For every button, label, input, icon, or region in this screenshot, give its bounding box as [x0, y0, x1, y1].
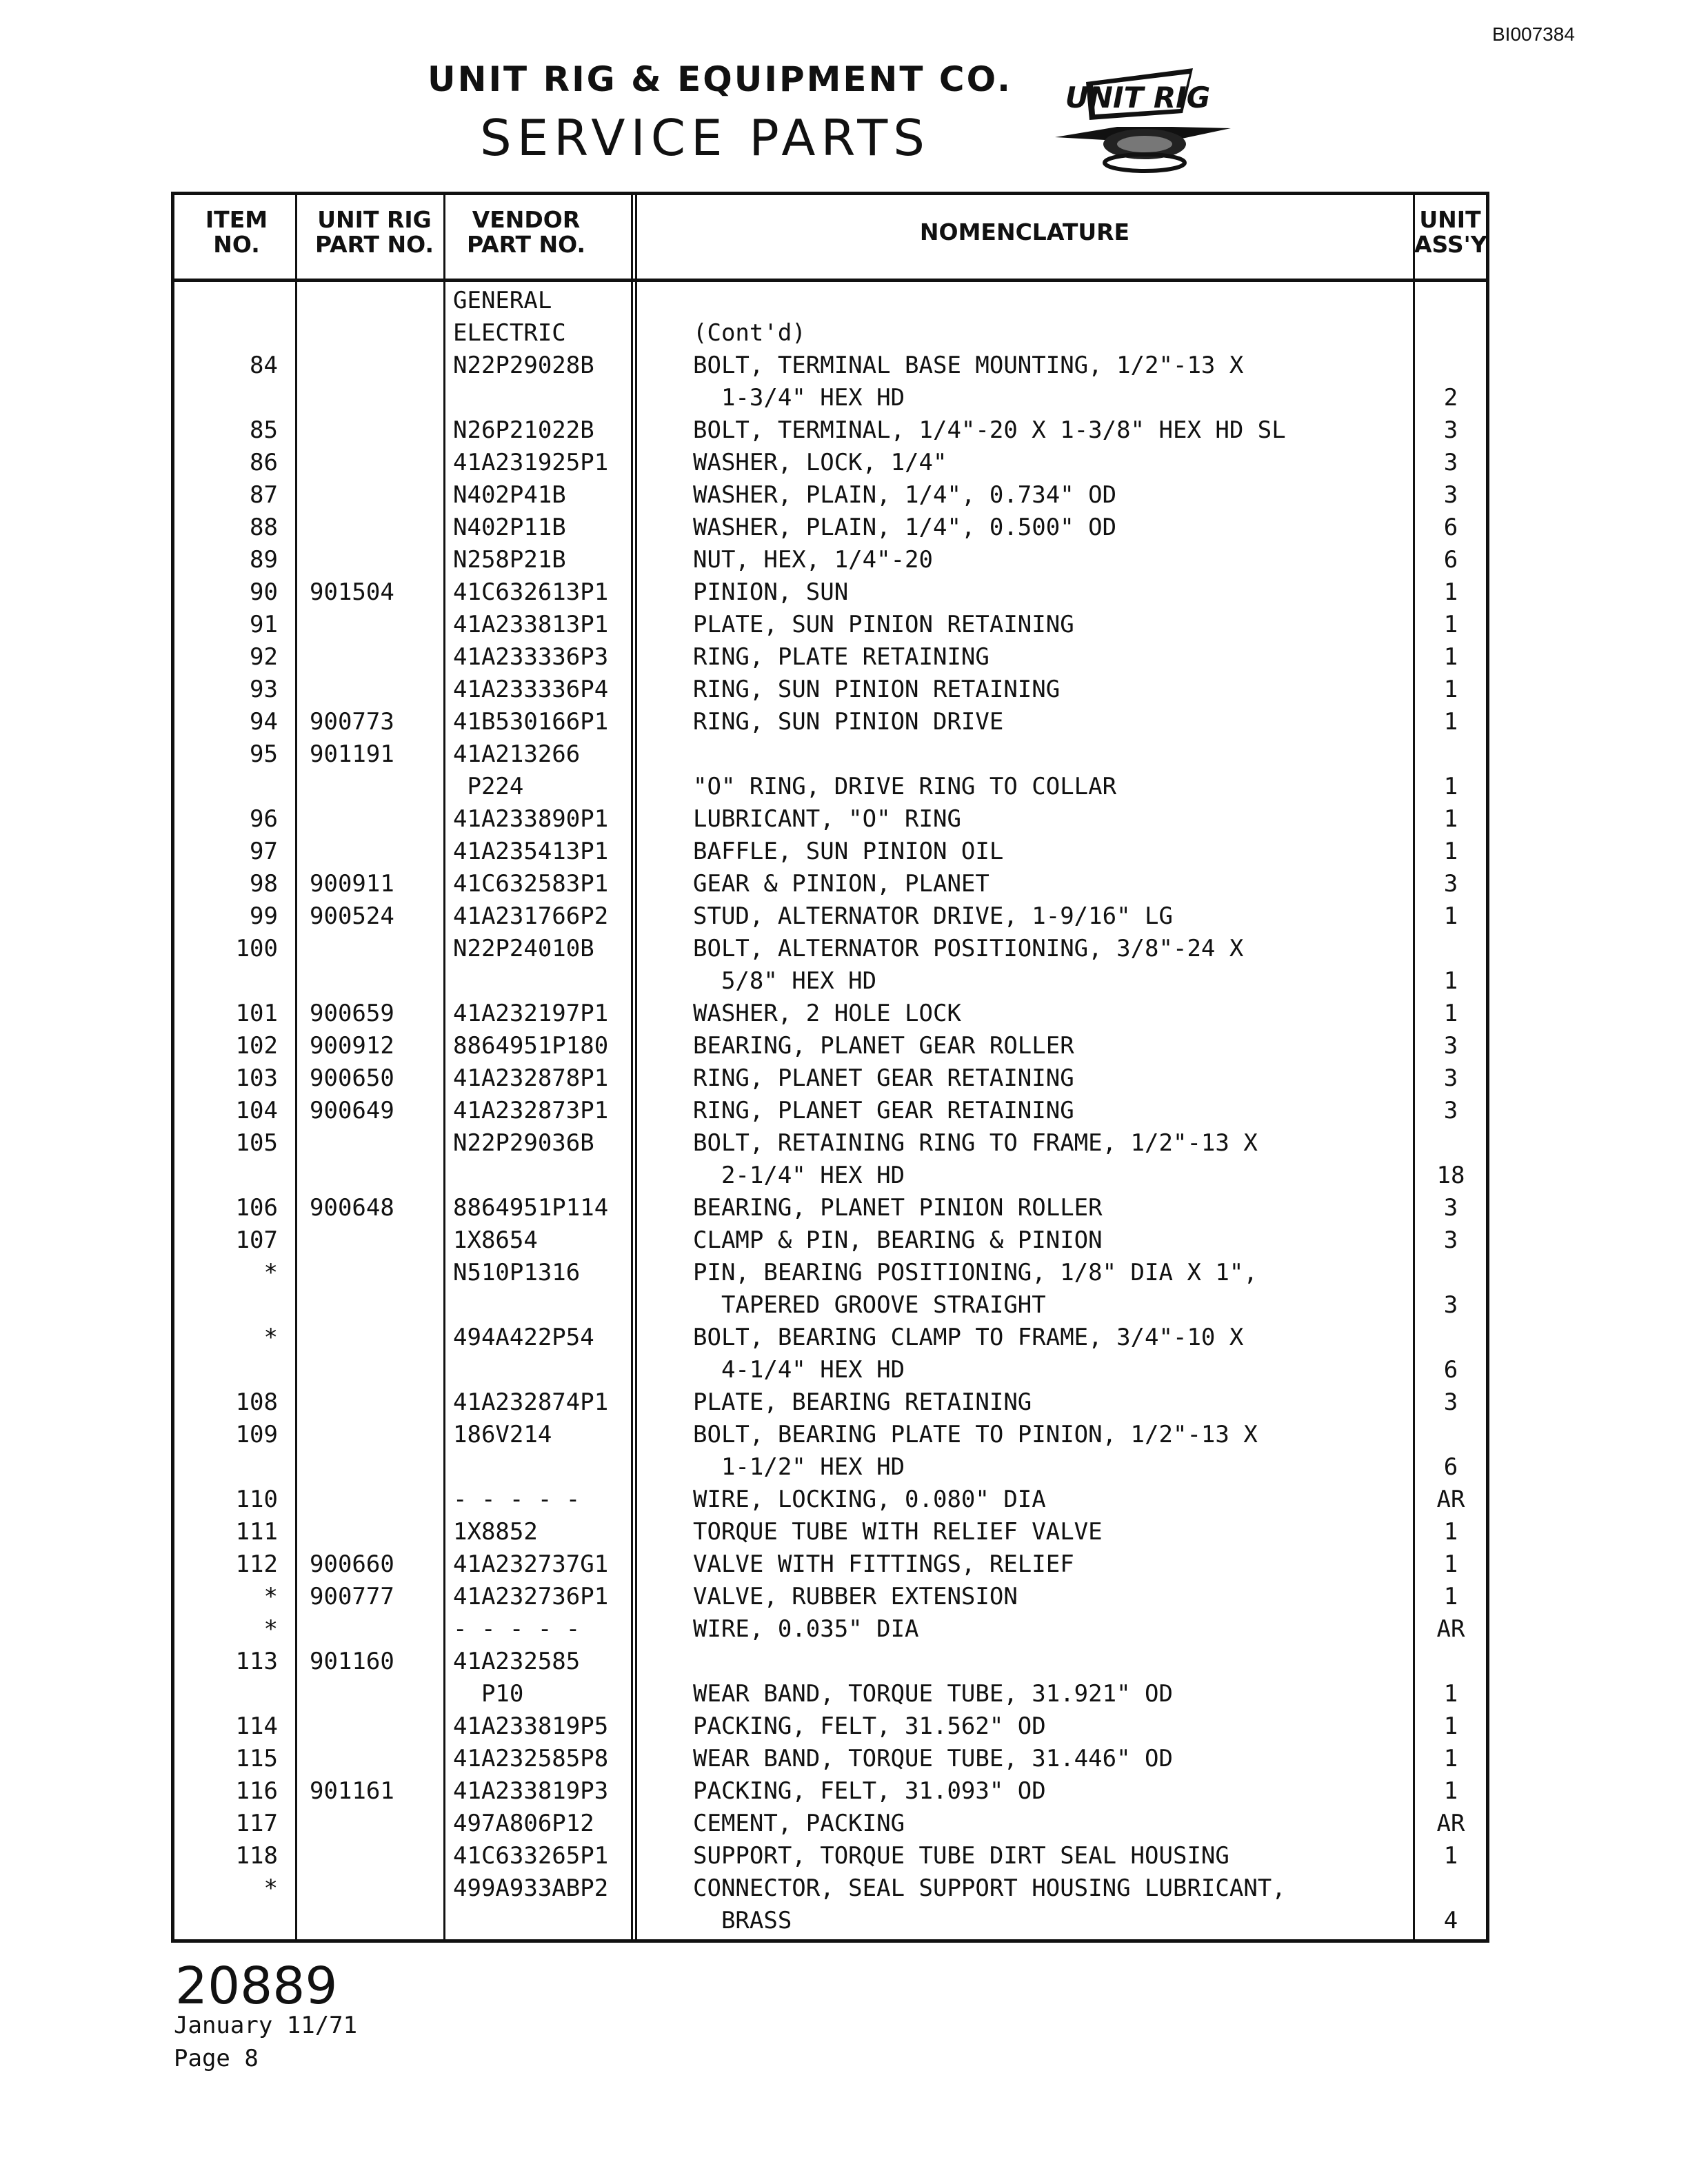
item-no-cell: 92	[250, 643, 278, 671]
item-no-cell: 90	[250, 578, 278, 606]
table-row	[174, 1224, 1486, 1257]
vendor-part-no-cell: 41A233813P1	[453, 611, 609, 638]
unit-rig-logo	[1055, 65, 1234, 175]
item-no-cell: 110	[235, 1486, 278, 1513]
item-no-cell: 89	[250, 546, 278, 574]
table-row	[174, 1613, 1486, 1646]
table-row	[174, 285, 1486, 317]
nomenclature-cell: SUPPORT, TORQUE TUBE DIRT SEAL HOUSING	[693, 1842, 1229, 1870]
vendor-part-no-cell: 41A233819P3	[453, 1777, 609, 1805]
table-row	[174, 1872, 1486, 1905]
nomenclature-cell: BOLT, RETAINING RING TO FRAME, 1/2"-13 X	[693, 1129, 1258, 1157]
item-no-cell: 94	[250, 708, 278, 736]
table-row	[174, 933, 1486, 965]
table-row	[174, 317, 1486, 350]
table-row	[174, 1386, 1486, 1419]
nomenclature-cell: BEARING, PLANET GEAR ROLLER	[693, 1032, 1074, 1060]
unit-rig-part-no-cell: 900649	[310, 1097, 394, 1124]
header-unit-rig-part-no: UNIT RIG PART NO.	[314, 206, 434, 258]
vendor-part-no-cell: N26P21022B	[453, 416, 594, 444]
table-row	[174, 803, 1486, 836]
vendor-part-no-cell: P224	[453, 773, 524, 800]
nomenclature-cell: WEAR BAND, TORQUE TUBE, 31.921" OD	[693, 1680, 1173, 1708]
unit-assy-qty-cell: 3	[1443, 416, 1458, 444]
vendor-part-no-cell: 499A933ABP2	[453, 1874, 609, 1902]
item-no-cell: *	[263, 1874, 278, 1902]
unit-assy-qty-cell: 6	[1443, 1356, 1458, 1384]
unit-assy-qty-cell: 1	[1443, 611, 1458, 638]
form-number: 20889	[175, 1957, 338, 2016]
item-no-cell: 87	[250, 481, 278, 509]
unit-assy-qty-cell: 1	[1443, 967, 1458, 995]
table-row	[174, 641, 1486, 674]
unit-assy-qty-cell: 18	[1436, 1162, 1465, 1189]
table-row	[174, 382, 1486, 414]
nomenclature-cell: BOLT, TERMINAL BASE MOUNTING, 1/2"-13 X	[693, 352, 1244, 379]
nomenclature-cell: BOLT, ALTERNATOR POSITIONING, 3/8"-24 X	[693, 935, 1244, 962]
nomenclature-cell: 2-1/4" HEX HD	[693, 1162, 905, 1189]
item-no-cell: *	[263, 1615, 278, 1643]
table-row	[174, 1419, 1486, 1451]
unit-assy-qty-cell: 1	[1443, 708, 1458, 736]
vendor-part-no-cell: 41C632583P1	[453, 870, 609, 898]
unit-rig-part-no-cell: 901504	[310, 578, 394, 606]
nomenclature-cell: (Cont'd)	[693, 319, 806, 347]
unit-assy-qty-cell: 3	[1443, 1226, 1458, 1254]
item-no-cell: 117	[235, 1810, 278, 1837]
vendor-part-no-cell: GENERAL	[453, 287, 552, 314]
vendor-part-no-cell: 41A233336P4	[453, 676, 609, 703]
nomenclature-cell: VALVE, RUBBER EXTENSION	[693, 1583, 1018, 1610]
table-row	[174, 1646, 1486, 1678]
vendor-part-no-cell: 41A213266	[453, 740, 581, 768]
table-row	[174, 900, 1486, 933]
unit-assy-qty-cell: 3	[1443, 481, 1458, 509]
nomenclature-cell: PACKING, FELT, 31.562" OD	[693, 1712, 1046, 1740]
nomenclature-cell: PLATE, BEARING RETAINING	[693, 1388, 1032, 1416]
vendor-part-no-cell: N510P1316	[453, 1259, 581, 1286]
vendor-part-no-cell: ELECTRIC	[453, 319, 566, 347]
nomenclature-cell: 5/8" HEX HD	[693, 967, 877, 995]
unit-assy-qty-cell: 6	[1443, 546, 1458, 574]
table-row	[174, 576, 1486, 609]
vendor-part-no-cell: 41A232585	[453, 1648, 581, 1675]
unit-assy-qty-cell: 1	[1443, 1712, 1458, 1740]
table-row	[174, 1257, 1486, 1289]
unit-assy-qty-cell: AR	[1436, 1810, 1465, 1837]
item-no-cell: *	[263, 1259, 278, 1286]
nomenclature-cell: RING, PLANET GEAR RETAINING	[693, 1097, 1074, 1124]
document-id: BI007384	[1492, 23, 1575, 45]
unit-assy-qty-cell: AR	[1436, 1486, 1465, 1513]
item-no-cell: 118	[235, 1842, 278, 1870]
table-row	[174, 965, 1486, 998]
unit-assy-qty-cell: 1	[1443, 902, 1458, 930]
item-no-cell: 98	[250, 870, 278, 898]
table-row	[174, 1516, 1486, 1548]
nomenclature-cell: RING, PLANET GEAR RETAINING	[693, 1064, 1074, 1092]
item-no-cell: 106	[235, 1194, 278, 1222]
table-row	[174, 1451, 1486, 1484]
unit-assy-qty-cell: 1	[1443, 676, 1458, 703]
vendor-part-no-cell: N402P41B	[453, 481, 566, 509]
vendor-part-no-cell: 41A231925P1	[453, 449, 609, 476]
item-no-cell: 109	[235, 1421, 278, 1448]
table-row	[174, 512, 1486, 544]
unit-assy-qty-cell: 1	[1443, 805, 1458, 833]
item-no-cell: 108	[235, 1388, 278, 1416]
item-no-cell: 88	[250, 514, 278, 541]
unit-assy-qty-cell: 1	[1443, 1550, 1458, 1578]
nomenclature-cell: NUT, HEX, 1/4"-20	[693, 546, 933, 574]
table-row	[174, 1678, 1486, 1710]
unit-assy-qty-cell: 1	[1443, 1842, 1458, 1870]
table-row	[174, 706, 1486, 738]
unit-assy-qty-cell: 3	[1443, 1194, 1458, 1222]
vendor-part-no-cell: 41A232878P1	[453, 1064, 609, 1092]
table-row	[174, 414, 1486, 447]
unit-assy-qty-cell: 2	[1443, 384, 1458, 412]
table-row	[174, 771, 1486, 803]
table-row	[174, 479, 1486, 512]
nomenclature-cell: WIRE, 0.035" DIA	[693, 1615, 919, 1643]
unit-rig-part-no-cell: 900524	[310, 902, 394, 930]
vendor-part-no-cell: 494A422P54	[453, 1324, 594, 1351]
table-row	[174, 1581, 1486, 1613]
table-row	[174, 1905, 1486, 1937]
vendor-part-no-cell: 41A233819P5	[453, 1712, 609, 1740]
vendor-part-no-cell: N22P29036B	[453, 1129, 594, 1157]
item-no-cell: 95	[250, 740, 278, 768]
nomenclature-cell: WASHER, PLAIN, 1/4", 0.734" OD	[693, 481, 1117, 509]
nomenclature-cell: 1-3/4" HEX HD	[693, 384, 905, 412]
nomenclature-cell: CEMENT, PACKING	[693, 1810, 905, 1837]
nomenclature-cell: 1-1/2" HEX HD	[693, 1453, 905, 1481]
item-no-cell: 105	[235, 1129, 278, 1157]
nomenclature-cell: STUD, ALTERNATOR DRIVE, 1-9/16" LG	[693, 902, 1173, 930]
vendor-part-no-cell: N258P21B	[453, 546, 566, 574]
nomenclature-cell: CLAMP & PIN, BEARING & PINION	[693, 1226, 1103, 1254]
vendor-part-no-cell: - - - - -	[453, 1486, 581, 1513]
vendor-part-no-cell: 41A232736P1	[453, 1583, 609, 1610]
nomenclature-cell: WASHER, PLAIN, 1/4", 0.500" OD	[693, 514, 1117, 541]
unit-rig-part-no-cell: 900777	[310, 1583, 394, 1610]
item-no-cell: 114	[235, 1712, 278, 1740]
unit-assy-qty-cell: 3	[1443, 1291, 1458, 1319]
table-row	[174, 609, 1486, 641]
page-title: SERVICE PARTS	[480, 109, 930, 167]
vendor-part-no-cell: 41A232737G1	[453, 1550, 609, 1578]
table-row	[174, 544, 1486, 576]
nomenclature-cell: TORQUE TUBE WITH RELIEF VALVE	[693, 1518, 1103, 1546]
nomenclature-cell: RING, PLATE RETAINING	[693, 643, 989, 671]
nomenclature-cell: PLATE, SUN PINION RETAINING	[693, 611, 1074, 638]
vendor-part-no-cell: 41C633265P1	[453, 1842, 609, 1870]
nomenclature-cell: CONNECTOR, SEAL SUPPORT HOUSING LUBRICANT,	[693, 1874, 1286, 1902]
table-row	[174, 674, 1486, 706]
vendor-part-no-cell: 41A233890P1	[453, 805, 609, 833]
item-no-cell: 111	[235, 1518, 278, 1546]
table-row	[174, 1062, 1486, 1095]
vendor-part-no-cell: 1X8852	[453, 1518, 538, 1546]
unit-rig-part-no-cell: 900648	[310, 1194, 394, 1222]
item-no-cell: 103	[235, 1064, 278, 1092]
revision-date: January 11/71	[174, 2012, 358, 2039]
unit-rig-part-no-cell: 901161	[310, 1777, 394, 1805]
vendor-part-no-cell: 41A232197P1	[453, 1000, 609, 1027]
table-row	[174, 1289, 1486, 1322]
item-no-cell: 107	[235, 1226, 278, 1254]
item-no-cell: 97	[250, 838, 278, 865]
item-no-cell: 104	[235, 1097, 278, 1124]
vendor-part-no-cell: 41C632613P1	[453, 578, 609, 606]
vendor-part-no-cell: 41B530166P1	[453, 708, 609, 736]
unit-assy-qty-cell: 4	[1443, 1907, 1458, 1934]
table-row	[174, 1192, 1486, 1224]
unit-rig-part-no-cell: 901160	[310, 1648, 394, 1675]
vendor-part-no-cell: 41A233336P3	[453, 643, 609, 671]
nomenclature-cell: BOLT, BEARING CLAMP TO FRAME, 3/4"-10 X	[693, 1324, 1244, 1351]
unit-assy-qty-cell: 1	[1443, 838, 1458, 865]
table-row	[174, 1030, 1486, 1062]
nomenclature-cell: "O" RING, DRIVE RING TO COLLAR	[693, 773, 1117, 800]
vendor-part-no-cell: N22P29028B	[453, 352, 594, 379]
table-row	[174, 1354, 1486, 1386]
vendor-part-no-cell: 41A232585P8	[453, 1745, 609, 1772]
nomenclature-cell: LUBRICANT, "O" RING	[693, 805, 961, 833]
table-row	[174, 868, 1486, 900]
table-row	[174, 1127, 1486, 1160]
nomenclature-cell: WASHER, LOCK, 1/4"	[693, 449, 947, 476]
item-no-cell: 85	[250, 416, 278, 444]
vendor-part-no-cell: 8864951P180	[453, 1032, 609, 1060]
table-row	[174, 1775, 1486, 1808]
item-no-cell: 96	[250, 805, 278, 833]
vendor-part-no-cell: 186V214	[453, 1421, 552, 1448]
logo-text: UNIT RIG	[1065, 81, 1211, 114]
item-no-cell: 86	[250, 449, 278, 476]
table-row	[174, 1095, 1486, 1127]
unit-assy-qty-cell: 3	[1443, 1097, 1458, 1124]
table-row	[174, 1322, 1486, 1354]
nomenclature-cell: PIN, BEARING POSITIONING, 1/8" DIA X 1",	[693, 1259, 1258, 1286]
unit-assy-qty-cell: 6	[1443, 1453, 1458, 1481]
company-name: UNIT RIG & EQUIPMENT CO.	[428, 59, 1013, 99]
table-row	[174, 1840, 1486, 1872]
unit-assy-qty-cell: 1	[1443, 1518, 1458, 1546]
table-row	[174, 998, 1486, 1030]
vendor-part-no-cell: P10	[453, 1680, 524, 1708]
vendor-part-no-cell: N402P11B	[453, 514, 566, 541]
item-no-cell: 116	[235, 1777, 278, 1805]
table-row	[174, 1743, 1486, 1775]
header-unit-assy: UNIT ASS'Y	[1414, 206, 1487, 258]
unit-assy-qty-cell: 1	[1443, 1583, 1458, 1610]
unit-rig-part-no-cell: 900773	[310, 708, 394, 736]
header-item-no: ITEM NO.	[205, 206, 268, 258]
unit-rig-part-no-cell: 901191	[310, 740, 394, 768]
item-no-cell: 99	[250, 902, 278, 930]
parts-table	[171, 192, 1489, 1943]
nomenclature-cell: BRASS	[693, 1907, 792, 1934]
unit-assy-qty-cell: 3	[1443, 449, 1458, 476]
page-number: Page 8	[174, 2045, 259, 2072]
nomenclature-cell: WEAR BAND, TORQUE TUBE, 31.446" OD	[693, 1745, 1173, 1772]
unit-assy-qty-cell: AR	[1436, 1615, 1465, 1643]
unit-assy-qty-cell: 3	[1443, 1064, 1458, 1092]
vendor-part-no-cell: 41A235413P1	[453, 838, 609, 865]
item-no-cell: 115	[235, 1745, 278, 1772]
unit-assy-qty-cell: 1	[1443, 1680, 1458, 1708]
nomenclature-cell: PINION, SUN	[693, 578, 849, 606]
unit-assy-qty-cell: 1	[1443, 773, 1458, 800]
vendor-part-no-cell: 497A806P12	[453, 1810, 594, 1837]
nomenclature-cell: VALVE WITH FITTINGS, RELIEF	[693, 1550, 1074, 1578]
unit-assy-qty-cell: 3	[1443, 1388, 1458, 1416]
vendor-part-no-cell: 8864951P114	[453, 1194, 609, 1222]
unit-assy-qty-cell: 1	[1443, 578, 1458, 606]
table-row	[174, 836, 1486, 868]
table-row	[174, 1160, 1486, 1192]
table-row	[174, 1808, 1486, 1840]
table-row	[174, 1548, 1486, 1581]
vendor-part-no-cell: 41A232874P1	[453, 1388, 609, 1416]
nomenclature-cell: BOLT, TERMINAL, 1/4"-20 X 1-3/8" HEX HD SL	[693, 416, 1286, 444]
item-no-cell: 93	[250, 676, 278, 703]
unit-assy-qty-cell: 1	[1443, 1745, 1458, 1772]
table-row	[174, 447, 1486, 479]
table-row	[174, 738, 1486, 771]
nomenclature-cell: GEAR & PINION, PLANET	[693, 870, 989, 898]
table-row	[174, 1710, 1486, 1743]
unit-assy-qty-cell: 1	[1443, 1000, 1458, 1027]
item-no-cell: 102	[235, 1032, 278, 1060]
unit-rig-part-no-cell: 900911	[310, 870, 394, 898]
unit-assy-qty-cell: 1	[1443, 643, 1458, 671]
unit-rig-part-no-cell: 900650	[310, 1064, 394, 1092]
vendor-part-no-cell: 1X8654	[453, 1226, 538, 1254]
unit-assy-qty-cell: 3	[1443, 870, 1458, 898]
unit-rig-part-no-cell: 900912	[310, 1032, 394, 1060]
item-no-cell: 101	[235, 1000, 278, 1027]
header-nomenclature: NOMENCLATURE	[919, 219, 1130, 245]
nomenclature-cell: RING, SUN PINION RETAINING	[693, 676, 1061, 703]
item-no-cell: 84	[250, 352, 278, 379]
nomenclature-cell: PACKING, FELT, 31.093" OD	[693, 1777, 1046, 1805]
nomenclature-cell: WIRE, LOCKING, 0.080" DIA	[693, 1486, 1046, 1513]
vendor-part-no-cell: 41A231766P2	[453, 902, 609, 930]
nomenclature-cell: BEARING, PLANET PINION ROLLER	[693, 1194, 1103, 1222]
unit-rig-part-no-cell: 900659	[310, 1000, 394, 1027]
item-no-cell: *	[263, 1583, 278, 1610]
header-divider	[174, 279, 1486, 282]
vendor-part-no-cell: - - - - -	[453, 1615, 581, 1643]
unit-rig-part-no-cell: 900660	[310, 1550, 394, 1578]
item-no-cell: 112	[235, 1550, 278, 1578]
nomenclature-cell: BAFFLE, SUN PINION OIL	[693, 838, 1004, 865]
unit-assy-qty-cell: 1	[1443, 1777, 1458, 1805]
item-no-cell: 113	[235, 1648, 278, 1675]
vendor-part-no-cell: 41A232873P1	[453, 1097, 609, 1124]
table-row	[174, 1484, 1486, 1516]
table-row	[174, 350, 1486, 382]
vendor-part-no-cell: N22P24010B	[453, 935, 594, 962]
unit-assy-qty-cell: 3	[1443, 1032, 1458, 1060]
item-no-cell: 100	[235, 935, 278, 962]
nomenclature-cell: 4-1/4" HEX HD	[693, 1356, 905, 1384]
item-no-cell: *	[263, 1324, 278, 1351]
unit-assy-qty-cell: 6	[1443, 514, 1458, 541]
nomenclature-cell: RING, SUN PINION DRIVE	[693, 708, 1004, 736]
nomenclature-cell: TAPERED GROOVE STRAIGHT	[693, 1291, 1046, 1319]
nomenclature-cell: WASHER, 2 HOLE LOCK	[693, 1000, 961, 1027]
header-vendor-part-no: VENDOR PART NO.	[466, 206, 586, 258]
item-no-cell: 91	[250, 611, 278, 638]
nomenclature-cell: BOLT, BEARING PLATE TO PINION, 1/2"-13 X	[693, 1421, 1258, 1448]
